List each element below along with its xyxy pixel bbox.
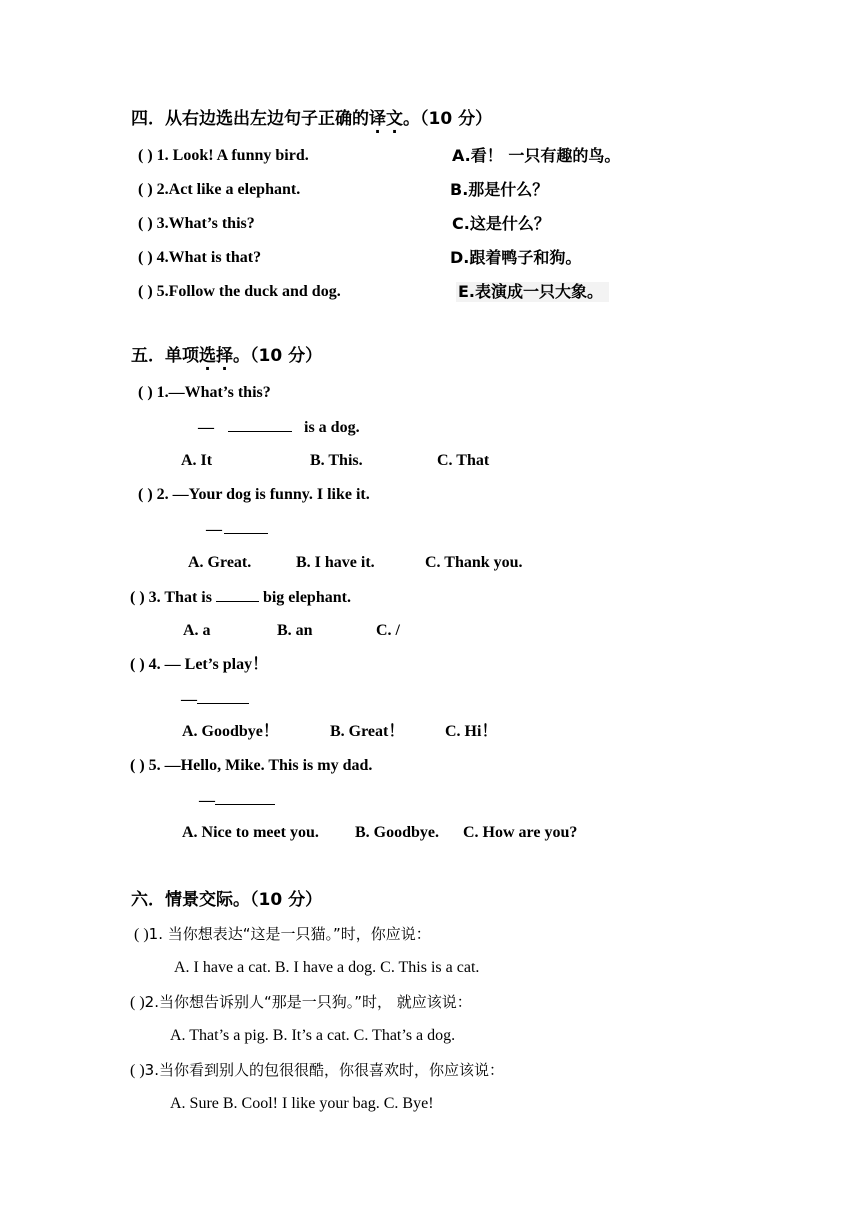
section-6-q3-options: A. Sure B. Cool! I like your bag. C. Bye! [170, 1095, 434, 1112]
section-5-heading-suffix: 。（10 分） [233, 346, 323, 366]
answer-paren[interactable]: ( ) [138, 384, 153, 401]
dash: — [199, 792, 215, 809]
item-text: 4.What is that? [156, 249, 262, 266]
answer-paren[interactable]: ( ) [134, 926, 149, 943]
option-a: A. Great. [188, 554, 252, 571]
item-text: 3.What’s this? [156, 215, 255, 232]
question-text: 1.—What’s this? [156, 384, 271, 401]
dash: — [198, 419, 214, 436]
section-5-q3 [130, 587, 351, 608]
answer-paren[interactable]: ( ) [130, 589, 145, 606]
section-4-item-1 [138, 146, 309, 166]
answer-paren[interactable]: ( ) [138, 249, 153, 266]
section-6-heading: 六．情景交际。（10 分） [131, 890, 323, 910]
section-6-q2-options: A. That’s a pig. B. It’s a cat. C. That’s a dog. [170, 1027, 456, 1044]
question-text: 3.当你看到别人的包很很酷，你很喜欢时，你应该说： [144, 1061, 504, 1079]
section-4-answer-b: B.那是什么？ [450, 180, 549, 199]
option-a: A. It [181, 452, 213, 469]
section-4-answer-c: C.这是什么？ [452, 214, 550, 233]
section-4-heading-prefix: 四．从右边选出左边句子正确的 [131, 109, 369, 129]
dash: — [206, 521, 222, 538]
section-4-item-2 [138, 180, 300, 200]
section-6-q2 [130, 992, 472, 1013]
question-text: 2. —Your dog is funny. I like it. [156, 486, 370, 503]
answer-blank[interactable] [224, 519, 268, 534]
section-5-q5-answer [199, 790, 275, 811]
section-4-heading-emph-2: 文 [386, 109, 403, 129]
section-6-q1 [134, 924, 431, 945]
item-text: 2.Act like a elephant. [156, 181, 301, 198]
section-4-answer-e: E.表演成一只大象。 [456, 282, 609, 302]
section-4-heading-emph-1: 译 [369, 109, 386, 129]
option-b: B. Goodbye. [355, 824, 440, 841]
option-c: C. That [437, 452, 490, 469]
section-5-q1 [138, 383, 271, 403]
section-4-item-4 [138, 248, 261, 268]
answer-paren[interactable]: ( ) [138, 283, 153, 300]
option-c: C. How are you? [463, 824, 578, 841]
section-5-q1-answer [198, 417, 360, 438]
section-4-answer-d: D.跟着鸭子和狗。 [450, 248, 582, 267]
section-4-heading [131, 109, 492, 129]
option-c: C. Hi！ [445, 723, 498, 740]
answer-blank[interactable] [197, 689, 249, 704]
answer-blank[interactable] [215, 790, 275, 805]
section-6-q3 [130, 1060, 504, 1081]
answer-blank[interactable] [216, 587, 259, 602]
dash: — [181, 691, 197, 708]
answer-paren[interactable]: ( ) [138, 215, 153, 232]
item-text: 1. Look! A funny bird. [156, 147, 309, 164]
section-5-heading-emph-1: 选 [199, 346, 216, 366]
option-a: A. Goodbye！ [182, 723, 279, 740]
section-4-item-3 [138, 214, 255, 234]
section-6-q1-options: A. I have a cat. B. I have a dog. C. This is a cat. [174, 959, 480, 976]
option-c: C. / [376, 622, 400, 639]
question-text: 2.当你想告诉别人“那是一只狗。”时， 就应该说： [144, 993, 472, 1011]
section-4-item-5 [138, 282, 341, 302]
section-5-heading-prefix: 五．单项 [131, 346, 199, 366]
section-5-q2 [138, 485, 370, 505]
answer-paren[interactable]: ( ) [130, 656, 145, 673]
answer-paren[interactable]: ( ) [138, 486, 153, 503]
item-text: 5.Follow the duck and dog. [156, 283, 341, 300]
answer-rest: is a dog. [304, 419, 360, 436]
option-a: A. Nice to meet you. [182, 824, 319, 841]
section-5-heading [131, 346, 322, 366]
section-5-heading-emph-2: 择 [216, 346, 233, 366]
question-text: 5. —Hello, Mike. This is my dad. [148, 757, 373, 774]
answer-blank[interactable] [228, 417, 292, 432]
answer-paren[interactable]: ( ) [130, 1062, 145, 1079]
question-text: 1. 当你想表达“这是一只猫。”时，你应说： [148, 925, 431, 943]
section-5-q5 [130, 756, 372, 776]
option-c: C. Thank you. [425, 554, 523, 571]
section-5-q4-answer [181, 689, 249, 710]
answer-paren[interactable]: ( ) [130, 757, 145, 774]
option-a: A. a [183, 622, 211, 639]
option-b: B. I have it. [296, 554, 375, 571]
option-b: B. This. [310, 452, 363, 469]
question-pre: 3. That is [148, 589, 212, 606]
section-5-q2-answer [206, 519, 268, 540]
section-5-q4 [130, 655, 268, 675]
option-b: B. an [277, 622, 313, 639]
section-4-heading-suffix: 。（10 分） [403, 109, 493, 129]
option-b: B. Great！ [330, 723, 405, 740]
answer-paren[interactable]: ( ) [138, 147, 153, 164]
question-post: big elephant. [262, 589, 351, 606]
question-text: 4. — Let’s play！ [148, 656, 269, 673]
answer-paren[interactable]: ( ) [130, 994, 145, 1011]
answer-paren[interactable]: ( ) [138, 181, 153, 198]
section-4-answer-a: A.看！ 一只有趣的鸟。 [452, 146, 621, 165]
